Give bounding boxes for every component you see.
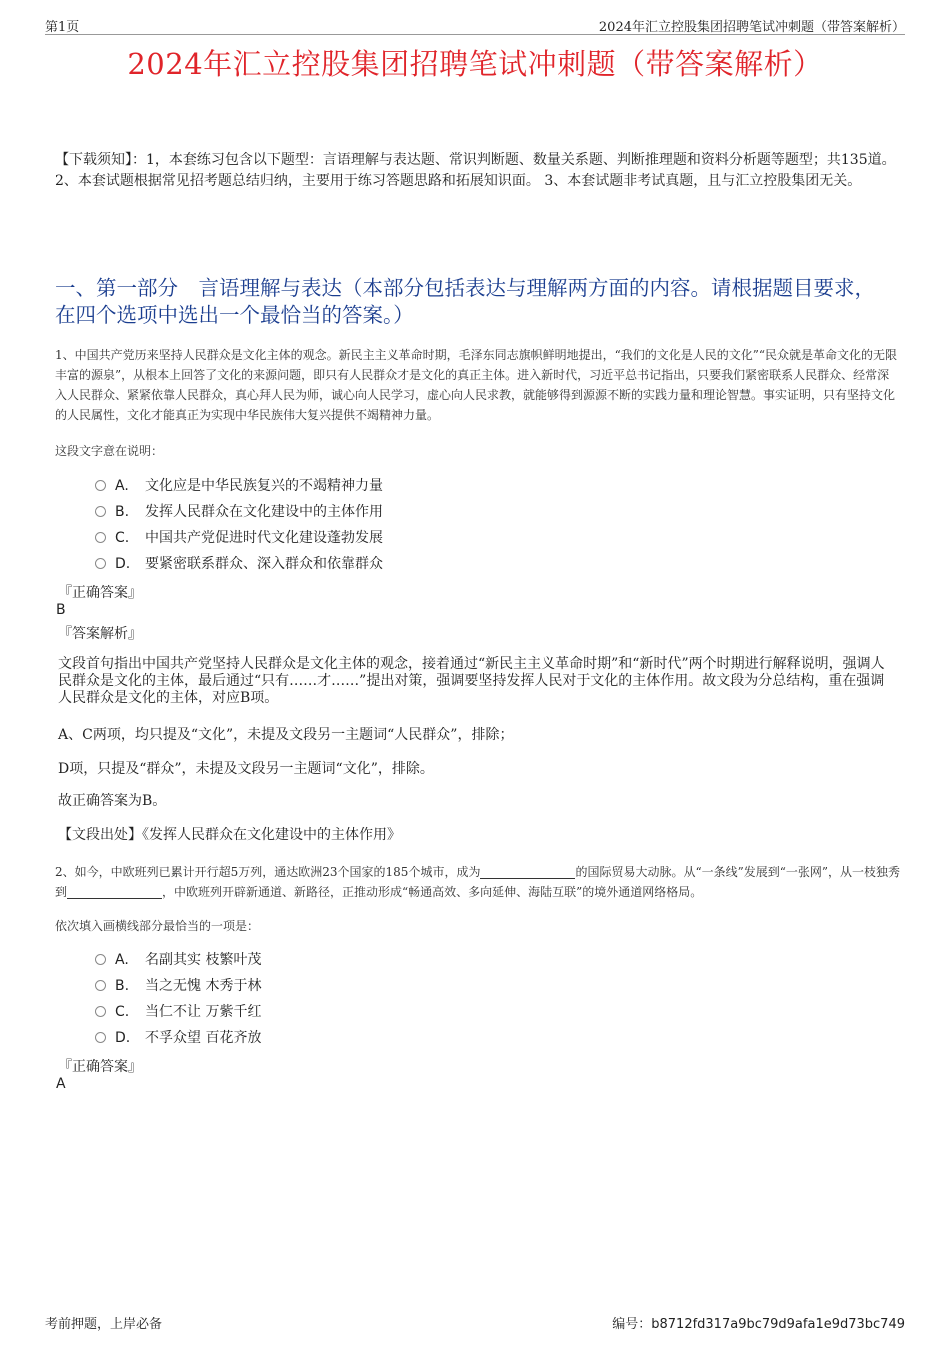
option-b[interactable]: B. 当之无愧 木秀于林 <box>95 973 261 999</box>
analysis-conclusion: 故正确答案为B。 <box>58 793 167 809</box>
analysis-paragraph: D项，只提及“群众”，未提及文段另一主题词“文化”，排除。 <box>58 761 434 777</box>
question-2-stem: 2、如今，中欧班列已累计开行超5万列，通达欧洲23个国家的185个城市，成为 的国际贸易大动脉。从“一条线”发展到“一张网”，从一枝独秀到 ，中欧班列开辟新通道、新路径，正推动形成“畅通高效、多向延伸、海陆互联”的境外通道网络格局。 <box>55 865 900 899</box>
question-2-options <box>95 947 261 1051</box>
question-2-prompt: 依次填入画横线部分最恰当的一项是： <box>55 919 260 933</box>
option-a[interactable]: A. 名副其实 枝繁叶茂 <box>95 947 261 973</box>
fill-blank <box>480 866 575 879</box>
radio-icon[interactable] <box>95 954 106 965</box>
radio-icon[interactable] <box>95 558 106 569</box>
download-notice: 【下载须知】：1，本套练习包含以下题型：言语理解与表达题、常识判断题、数量关系题、判断推理题和资料分析题等题型；共135道。 2、本套试题根据常见招考题总结归纳，主要用于练习答题思路和拓展知识面。 3、本套试题非考试真题，且与汇立控股集团无关。 <box>55 152 896 189</box>
analysis-label: 『答案解析』 <box>58 626 142 642</box>
section-heading: 一、第一部分 言语理解与表达（本部分包括表达与理解两方面的内容。请根据题目要求，在四个选项中选出一个最恰当的答案。） <box>55 276 875 327</box>
page-header <box>45 14 905 35</box>
analysis-paragraph: 文段首句指出中国共产党坚持人民群众是文化主体的观念，接着通过“新民主主义革命时期”和“新时代”两个时期进行解释说明，强调人民群众是文化的主体，最后通过“只有……才……”提出对策，强调要坚持发挥人民对于文化的主体作用。故文段为分总结构，重在强调人民群众是文化的主体，对应B项。 <box>58 656 885 706</box>
document-id: 编号：b8712fd317a9bc79d9afa1e9d73bc749 <box>612 1317 905 1332</box>
question-1-options <box>95 473 383 577</box>
answer-value: A <box>56 1076 66 1092</box>
answer-label: 『正确答案』 <box>58 1059 142 1075</box>
radio-icon[interactable] <box>95 532 106 543</box>
option-c[interactable]: C. 中国共产党促进时代文化建设蓬勃发展 <box>95 525 383 551</box>
option-a[interactable]: A. 文化应是中华民族复兴的不竭精神力量 <box>95 473 383 499</box>
option-c[interactable]: C. 当仁不让 万紫千红 <box>95 999 261 1025</box>
header-doc-title: 2024年汇立控股集团招聘笔试冲刺题（带答案解析） <box>598 20 905 35</box>
option-d[interactable]: D. 不孚众望 百花齐放 <box>95 1025 261 1051</box>
radio-icon[interactable] <box>95 1032 106 1043</box>
document-title: 2024年汇立控股集团招聘笔试冲刺题（带答案解析） <box>127 47 823 81</box>
radio-icon[interactable] <box>95 480 106 491</box>
radio-icon[interactable] <box>95 506 106 517</box>
question-1-stem: 1、中国共产党历来坚持人民群众是文化主体的观念。新民主主义革命时期，毛泽东同志旗帜鲜明地提出，“我们的文化是人民的文化”“民众就是革命文化的无限丰富的源泉”，从根本上回答了文化的来源问题，即只有人民群众才是文化的真正主体。进入新时代，习近平总书记指出，只要我们紧密联系人民群众、经常深入人民群众、紧紧依靠人民群众，真心拜人民为师，诚心向人民学习，虚心向人民求教，就能够得到源源不断的实践力量和理论智慧。事实证明，只有坚持文化的人民属性，文化才能真正为实现中华民族伟大复兴提供不竭精神力量。 <box>55 348 898 422</box>
footer-slogan: 考前押题，上岸必备 <box>45 1317 163 1332</box>
answer-value: B <box>56 602 66 618</box>
option-d[interactable]: D. 要紧密联系群众、深入群众和依靠群众 <box>95 551 383 577</box>
analysis-paragraph: A、C两项，均只提及“文化”，未提及文段另一主题词“人民群众”，排除； <box>58 727 514 743</box>
radio-icon[interactable] <box>95 980 106 991</box>
passage-source: 【文段出处】《发挥人民群众在文化建设中的主体作用》 <box>58 827 401 843</box>
fill-blank <box>67 886 162 899</box>
question-1-prompt: 这段文字意在说明： <box>55 444 164 458</box>
answer-label: 『正确答案』 <box>58 585 142 601</box>
option-b[interactable]: B. 发挥人民群众在文化建设中的主体作用 <box>95 499 383 525</box>
page-number: 第1页 <box>45 20 80 35</box>
radio-icon[interactable] <box>95 1006 106 1017</box>
